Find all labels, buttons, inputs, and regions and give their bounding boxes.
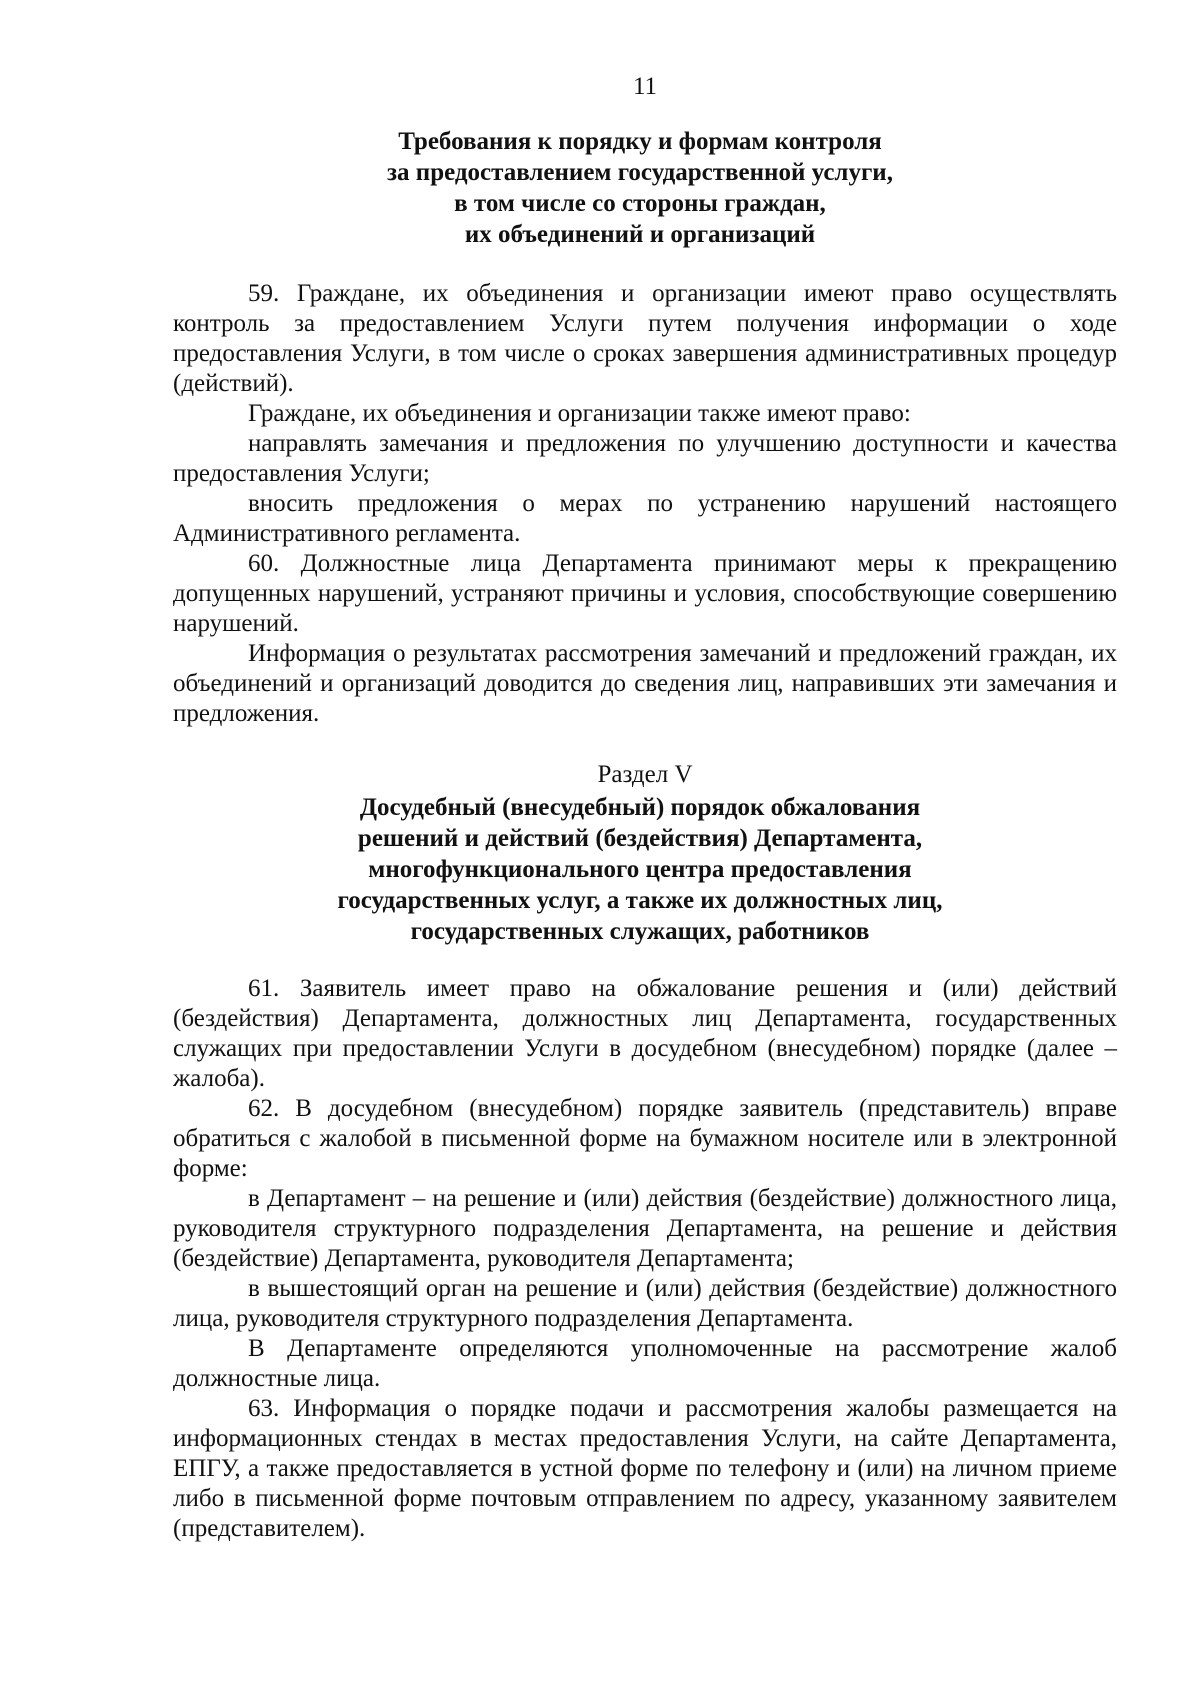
- paragraph-61: 61. Заявитель имеет право на обжалование решения и (или) действий (бездействия) Департамента, должностных лиц Департамента, государственных служащих при предоставлении Услуги в досудебном (внесудебном) порядке (далее – жалоба).: [173, 975, 1117, 1092]
- heading-line: государственных служащих, работников: [410, 918, 870, 945]
- paragraph: в вышестоящий орган на решение и (или) действия (бездействие) должностного лица, руководителя структурного подразделения Департамента.: [173, 1275, 1117, 1332]
- heading-line: Досудебный (внесудебный) порядок обжалования: [359, 794, 921, 821]
- heading-line: государственных услуг, а также их должностных лиц,: [337, 887, 943, 914]
- paragraph-59: 59. Граждане, их объединения и организации имеют право осуществлять контроль за предоставлением Услуги путем получения информации о ходе предоставления Услуги, в том числе о сроках завершения административных процедур (действий).: [173, 280, 1117, 397]
- section-iv-body: [173, 279, 1117, 729]
- heading-line: их объединений и организаций: [464, 221, 816, 248]
- heading-line: в том числе со стороны граждан,: [454, 190, 826, 217]
- paragraph: Граждане, их объединения и организации также имеют право:: [248, 400, 911, 427]
- paragraph-63: 63. Информация о порядке подачи и рассмотрения жалобы размещается на информационных стендах в местах предоставления Услуги, на сайте Департамента, ЕПГУ, а также предоставляется в устной форме по телефону и (или) на личном приеме либо в письменной форме почтовым отправлением по адресу, указанному заявителем (представителем).: [173, 1395, 1117, 1542]
- heading-line: многофункционального центра предоставления: [368, 856, 912, 883]
- paragraph: В Департаменте определяются уполномоченные на рассмотрение жалоб должностные лица.: [173, 1335, 1117, 1392]
- section-v-body: [173, 974, 1117, 1544]
- paragraph: в Департамент – на решение и (или) действия (бездействие) должностного лица, руководителя структурного подразделения Департамента, на решение и действия (бездействие) Департамента, руководителя Департамента;: [173, 1185, 1117, 1272]
- paragraph-62: 62. В досудебном (внесудебном) порядке заявитель (представитель) вправе обратиться с жалобой в письменной форме на бумажном носителе или в электронной форме:: [173, 1095, 1117, 1182]
- heading-line: Требования к порядку и формам контроля: [398, 128, 882, 155]
- heading-line: за предоставлением государственной услуги,: [387, 159, 893, 186]
- section-iv-heading: [290, 126, 990, 250]
- paragraph: Информация о результатах рассмотрения замечаний и предложений граждан, их объединений и организаций доводится до сведения лиц, направивших эти замечания и предложения.: [173, 640, 1117, 727]
- section-v-label: Раздел V: [597, 761, 693, 788]
- page-number: 11: [632, 73, 658, 100]
- heading-line: решений и действий (бездействия) Департамента,: [357, 825, 923, 852]
- paragraph: вносить предложения о мерах по устранению нарушений настоящего Административного регламента.: [173, 490, 1117, 547]
- section-v-heading: [240, 792, 1040, 947]
- paragraph-60: 60. Должностные лица Департамента принимают меры к прекращению допущенных нарушений, устраняют причины и условия, способствующие совершению нарушений.: [173, 550, 1117, 637]
- paragraph: направлять замечания и предложения по улучшению доступности и качества предоставления Услуги;: [173, 430, 1117, 487]
